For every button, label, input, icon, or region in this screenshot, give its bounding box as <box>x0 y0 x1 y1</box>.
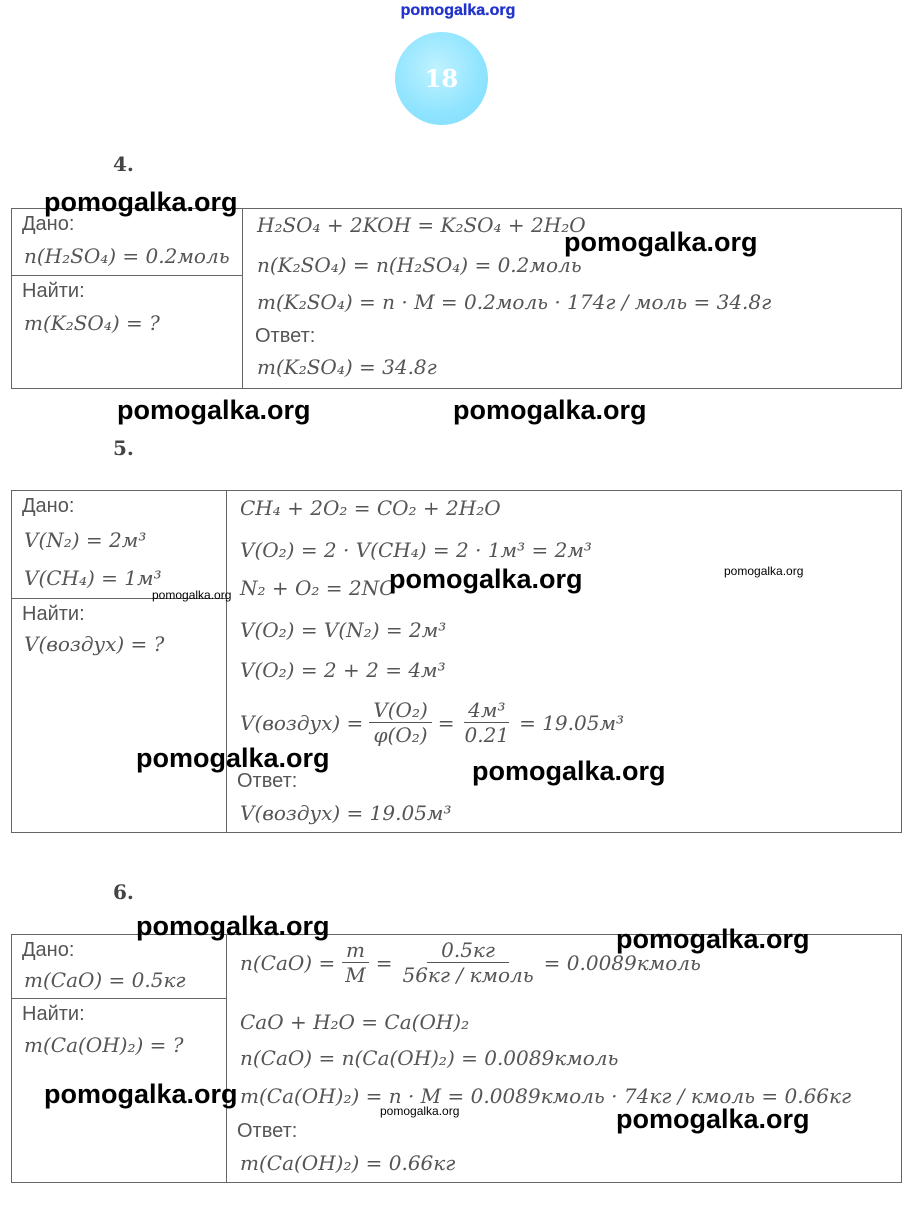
fraction-numerator: m <box>342 940 369 963</box>
formula-result: = 0.0089кмоль <box>543 950 701 975</box>
fraction-denominator: φ(O₂) <box>373 723 428 747</box>
task-6-find-label: Найти: <box>22 1003 85 1025</box>
fraction <box>369 700 431 745</box>
equals-sign: = <box>375 950 393 975</box>
task-6-answer-label: Ответ: <box>237 1120 298 1142</box>
task-4-equation-line: n(K₂SO₄) = n(H₂SO₄) = 0.2моль <box>257 253 582 277</box>
task-6-equation-line: CaO + H₂O = Ca(OH)₂ <box>240 1010 470 1034</box>
task-4-equation-line: H₂SO₄ + 2KOH = K₂SO₄ + 2H₂O <box>257 213 586 237</box>
watermark-text: pomogalka.org <box>44 187 238 217</box>
fraction-denominator: 56кг / кмоль <box>402 963 534 987</box>
task-4-answer-line: m(K₂SO₄) = 34.8г <box>257 355 437 379</box>
task-number-4: 4. <box>113 152 134 176</box>
task-5-answer-label: Ответ: <box>237 770 298 792</box>
watermark-text: pomogalka.org <box>616 924 810 954</box>
equals-sign: = <box>437 710 455 735</box>
task-4-given-label: Дано: <box>22 213 75 235</box>
task-6-find-line: m(Ca(OH)₂) = ? <box>24 1033 184 1057</box>
task-6-given-line: m(CaO) = 0.5кг <box>24 968 186 992</box>
task-6-given-separator <box>11 998 226 999</box>
task-5-find-line: V(воздух) = ? <box>24 632 165 656</box>
watermark-text-small: pomogalka.org <box>152 588 232 602</box>
task-5-equation-line: CH₄ + 2O₂ = CO₂ + 2H₂O <box>240 496 501 520</box>
task-4-given-line: n(H₂SO₄) = 0.2моль <box>24 244 230 268</box>
task-5-find-label: Найти: <box>22 603 85 625</box>
task-5-equation-line: V(O₂) = 2 + 2 = 4м³ <box>240 658 446 682</box>
task-number-5: 5. <box>113 436 134 460</box>
task-4-divider <box>242 208 243 389</box>
task-4-find-line: m(K₂SO₄) = ? <box>24 311 160 335</box>
task-6-equation-line: n(CaO) = n(Ca(OH)₂) = 0.0089кмоль <box>240 1046 619 1070</box>
watermark-text: pomogalka.org <box>117 395 311 425</box>
formula-result: = 19.05м³ <box>519 710 625 735</box>
fraction <box>398 940 537 985</box>
watermark-text: pomogalka.org <box>136 911 330 941</box>
task-4-equation-line: m(K₂SO₄) = n · M = 0.2моль · 174г / моль = 34.8г <box>257 290 772 314</box>
task-5-equation-line: V(O₂) = V(N₂) = 2м³ <box>240 618 447 642</box>
task-6-answer-line: m(Ca(OH)₂) = 0.66кг <box>240 1151 456 1175</box>
task-6-given-label: Дано: <box>22 939 75 961</box>
fraction-denominator: M <box>345 963 366 987</box>
watermark-text: pomogalka.org <box>616 1104 810 1134</box>
task-4-given-separator <box>11 275 242 276</box>
task-6-equation-line: m(Ca(OH)₂) = n · M = 0.0089кмоль · 74кг / кмоль = 0.66кг <box>240 1084 852 1108</box>
task-4-find-label: Найти: <box>22 280 85 302</box>
task-5-equation-line: N₂ + O₂ = 2NO <box>240 576 396 600</box>
fraction <box>461 700 514 745</box>
watermark-text: pomogalka.org <box>44 1079 238 1109</box>
task-5-given-label: Дано: <box>22 495 75 517</box>
watermark-text: pomogalka.org <box>136 743 330 773</box>
task-5-answer-line: V(воздух) = 19.05м³ <box>240 801 452 825</box>
task-5-fraction-formula <box>240 700 624 745</box>
task-6-divider <box>226 934 227 1183</box>
fraction-numerator: 4м³ <box>464 700 509 723</box>
formula-left: n(CaO) = <box>240 950 336 975</box>
watermark-text-small: pomogalka.org <box>724 564 804 578</box>
fraction <box>341 940 369 985</box>
fraction-numerator: 0.5кг <box>427 940 509 963</box>
watermark-text-small: pomogalka.org <box>380 1104 460 1118</box>
page-number: 18 <box>424 64 459 93</box>
task-4-answer-label: Ответ: <box>255 325 316 347</box>
task-5-equation-line: V(O₂) = 2 · V(CH₄) = 2 · 1м³ = 2м³ <box>240 538 592 562</box>
watermark-text: pomogalka.org <box>564 227 758 257</box>
site-url-header[interactable]: pomogalka.org <box>400 2 516 19</box>
task-5-divider <box>226 490 227 833</box>
task-5-given-line: V(N₂) = 2м³ <box>24 528 147 552</box>
page-number-badge <box>395 32 488 125</box>
fraction-denominator: 0.21 <box>464 723 510 747</box>
fraction-numerator: V(O₂) <box>369 700 431 723</box>
watermark-text: pomogalka.org <box>389 564 583 594</box>
formula-left: V(воздух) = <box>240 710 364 735</box>
task-number-6: 6. <box>113 880 134 904</box>
watermark-text: pomogalka.org <box>453 395 647 425</box>
watermark-text: pomogalka.org <box>472 756 666 786</box>
task-5-given-line: V(CH₄) = 1м³ <box>24 566 162 590</box>
